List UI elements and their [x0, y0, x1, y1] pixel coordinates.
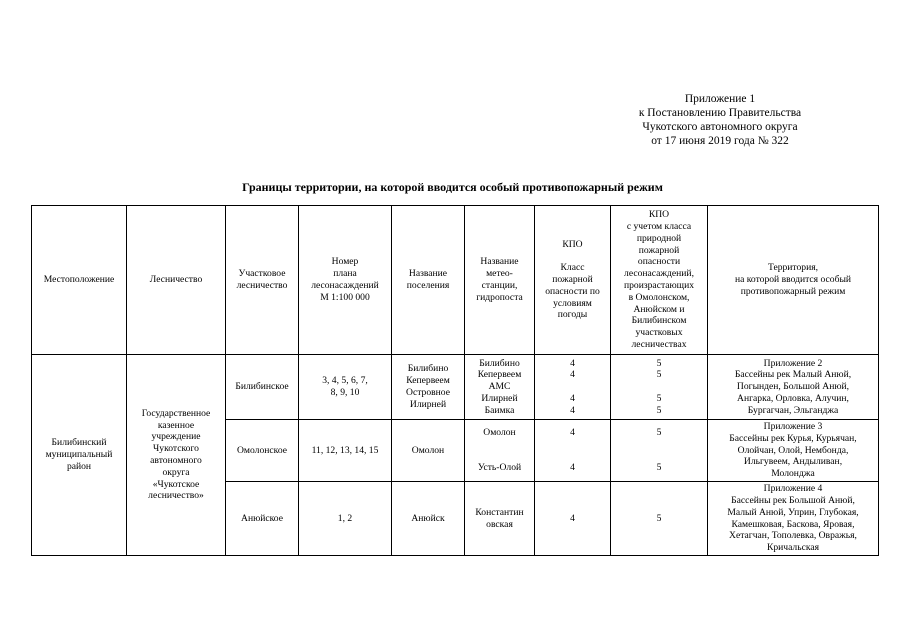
header-forestry: Лесничество: [127, 206, 226, 355]
district-cell: Билибинское: [226, 355, 299, 420]
header-settlement: Название поселения: [392, 206, 465, 355]
territory-cell: Приложение 2 Бассейны рек Малый Анюй, Погынден, Большой Анюй, Ангарка, Орловка, Алучин, Бургагчан, Эльганджа: [708, 355, 879, 420]
header-station: Название метео- станции, гидропоста: [465, 206, 535, 355]
header-row: [32, 206, 879, 355]
header-location: Местоположение: [32, 206, 127, 355]
stations-cell: Билибино Кепервеем АМС Илирней Баимка: [465, 355, 535, 420]
table-row: [32, 355, 879, 420]
header-territory: Территория, на которой вводится особый противопожарный режим: [708, 206, 879, 355]
appendix-line: Приложение 1: [684, 93, 756, 105]
kpo-weather-cell: 4: [535, 482, 611, 556]
kpo-weather-cell: 4 4 4 4: [535, 355, 611, 420]
district-cell: Анюйское: [226, 482, 299, 556]
settlements-cell: Билибино Кепервеем Островное Илирней: [392, 355, 465, 420]
stations-cell: Омолон Усть-Олой: [465, 420, 535, 482]
header-kpo-natural: КПО с учетом класса природной пожарной опасности лесонасаждений, произрастающих в Омолонском, Анюйском и Билибинском участковых лесничествах: [611, 206, 708, 355]
kpo-natural-cell: 5 5 5 5: [611, 355, 708, 420]
header-plan-number: Номер плана лесонасаждений М 1:100 000: [299, 206, 392, 355]
territory-cell: Приложение 3 Бассейны рек Курья, Курьячан, Олойчан, Олой, Нембонда, Ильгувеем, Андыливан, Молонджа: [708, 420, 879, 482]
header-kpo-weather: КПО Класс пожарной опасности по условиям погоды: [535, 206, 611, 355]
kpo-natural-cell: 5: [611, 482, 708, 556]
document-title: Границы территории, на которой вводится особый противопожарный режим: [242, 180, 663, 194]
territory-table: [31, 205, 879, 556]
plans-cell: 11, 12, 13, 14, 15: [299, 420, 392, 482]
kpo-weather-cell: 4 4: [535, 420, 611, 482]
territory-cell: Приложение 4 Бассейны рек Большой Анюй, Малый Анюй, Уприн, Глубокая, Камешковая, Баскова, Яровая, Хетагчан, Тополевка, Овражья, Кричальская: [708, 482, 879, 556]
forestry-cell: Государственное казенное учреждение Чукотского автономного округа «Чукотское лесничество»: [127, 355, 226, 556]
district-cell: Омолонское: [226, 420, 299, 482]
stations-cell: Константин овская: [465, 482, 535, 556]
plans-cell: 3, 4, 5, 6, 7, 8, 9, 10: [299, 355, 392, 420]
settlements-cell: Омолон: [392, 420, 465, 482]
appendix-line: от 17 июня 2019 года № 322: [651, 135, 789, 147]
appendix-block: [590, 92, 850, 148]
settlements-cell: Анюйск: [392, 482, 465, 556]
appendix-line: Чукотского автономного округа: [642, 121, 798, 133]
location-cell: Билибинский муниципальный район: [32, 355, 127, 556]
appendix-line: к Постановлению Правительства: [638, 107, 802, 119]
plans-cell: 1, 2: [299, 482, 392, 556]
kpo-natural-cell: 5 5: [611, 420, 708, 482]
header-district-forestry: Участковое лесничество: [226, 206, 299, 355]
